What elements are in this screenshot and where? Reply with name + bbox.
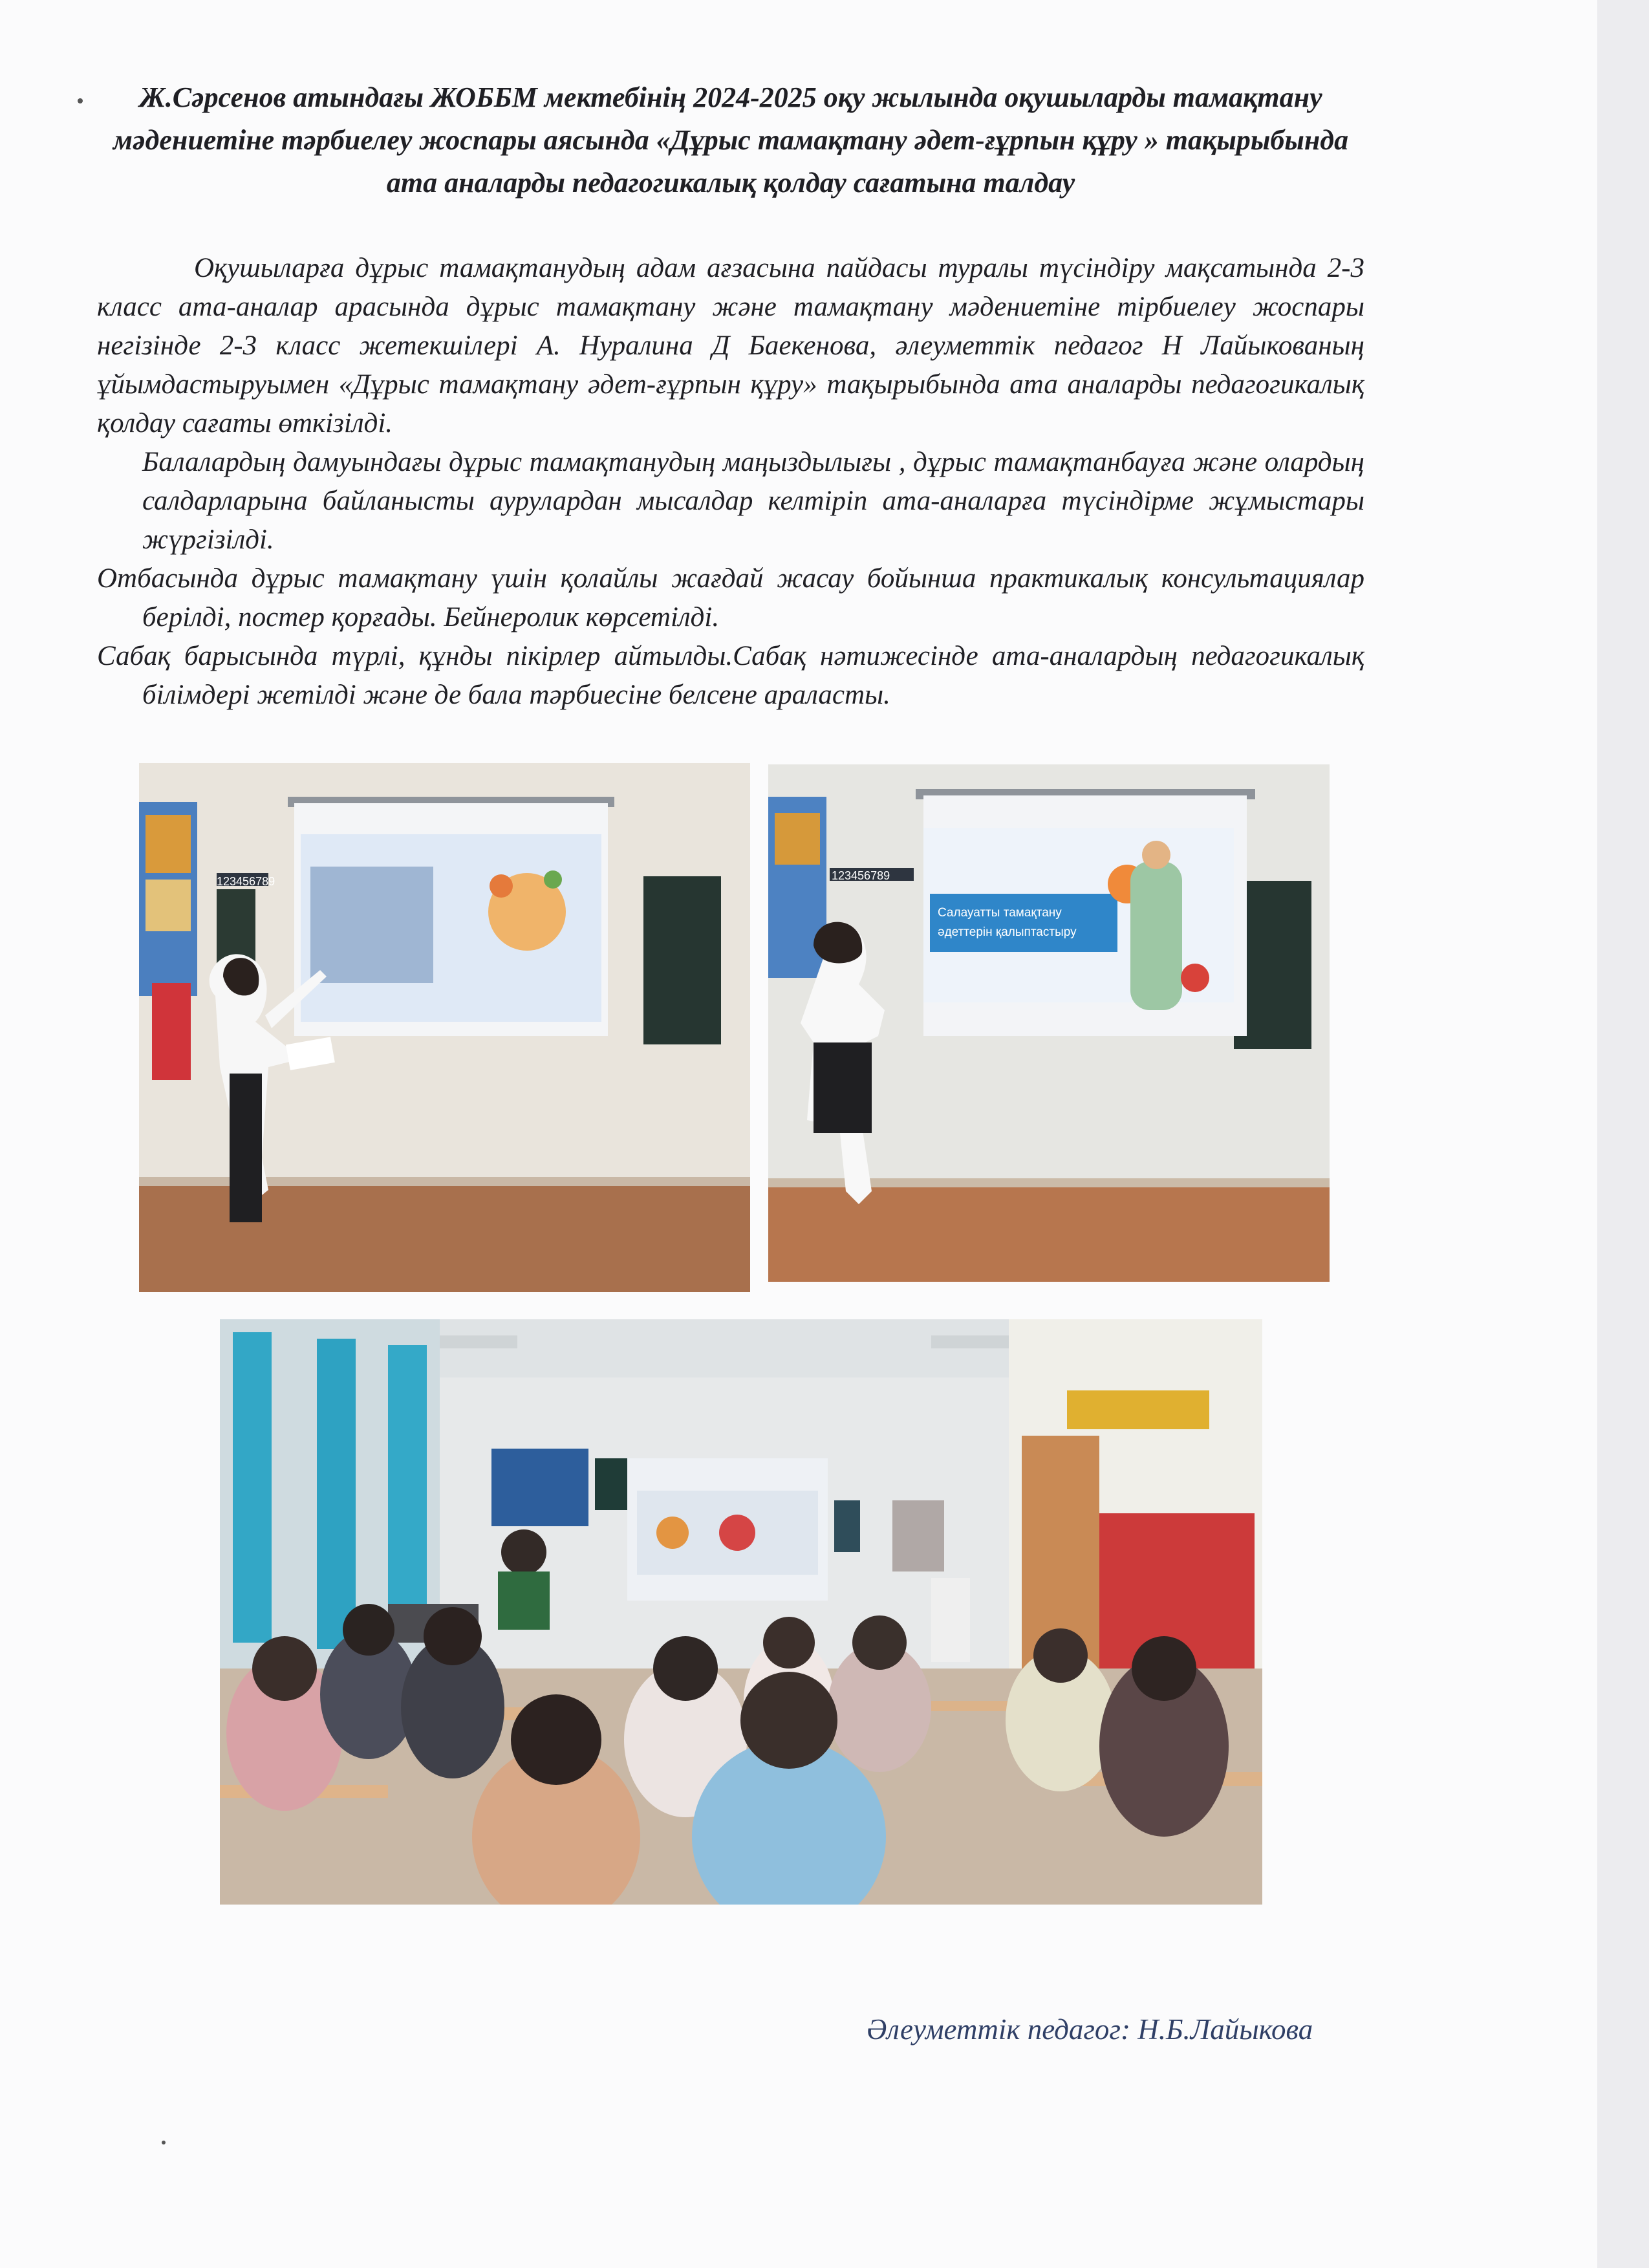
slide-line-2: әдеттерін қалыптастыру: [938, 925, 1077, 939]
paragraph-consultation: Отбасында дұрыс тамақтану үшін қолайлы жағдай жасау бойынша практикалық консультациялар берілді, постер қорғады. Бейнеролик көрсетілді.: [97, 563, 1364, 632]
document-title: Ж.Сәрсенов атындағы ЖОББМ мектебінің 2024-2025 оқу жылында оқушыларды тамақтану мәдениетіне тәрбиелеу жоспары аясында «Дұрыс тамақтану әдет-ғұрпын құру » тақырыбында ата аналарды педагогикалық қолдау сағатына талдау: [113, 81, 1349, 199]
photo-classroom-parents: [220, 1319, 1262, 1905]
paragraph-result: Сабақ барысында түрлі, құнды пікірлер айтылды.Сабақ нәтижесінде ата-аналардың педагогикалық білімдері жетілді және де бала тәрбиесіне белсене араласты.: [97, 641, 1364, 710]
slide-line-1: Салауатты тамақтану: [938, 906, 1062, 920]
body-text: [97, 249, 1364, 715]
scan-dot: [162, 2141, 166, 2144]
paragraph-intro: Оқушыларға дұрыс тамақтанудың адам ағзасына пайдасы туралы түсіндіру мақсатында 2-3 класс ата-аналар арасында дұрыс тамақтану және тамақтану мәдениетіне тірбиелеу жоспары негізінде 2-3 класс жетекшілері А. Нуралина Д Баекенова, әлеуметтік педагог Н Лайыкованың ұйымдастыруымен «Дұрыс тамақтану әдет-ғұрпын құру» тақырыбында ата аналарды педагогикалық қолдау сағаты өткізілді.: [97, 253, 1364, 438]
board-digits: 123456789: [832, 869, 890, 882]
scan-edge: [1597, 0, 1649, 2268]
scan-dot: [78, 98, 83, 103]
photo-teacher-presentation: [139, 763, 750, 1292]
paragraph-importance: Балалардың дамуындағы дұрыс тамақтанудың маңыздылығы , дұрыс тамақтанбауға және олардың салдарларына байланысты аурулардан мысалдар келтіріп ата-аналарға түсіндірме жұмыстары жүргізілді.: [142, 447, 1364, 555]
signature-line: Әлеуметтік педагог: Н.Б.Лайыкова: [867, 2013, 1313, 2046]
photo-healthy-eating-slide: [768, 764, 1330, 1282]
board-digits: 123456789: [217, 875, 275, 888]
